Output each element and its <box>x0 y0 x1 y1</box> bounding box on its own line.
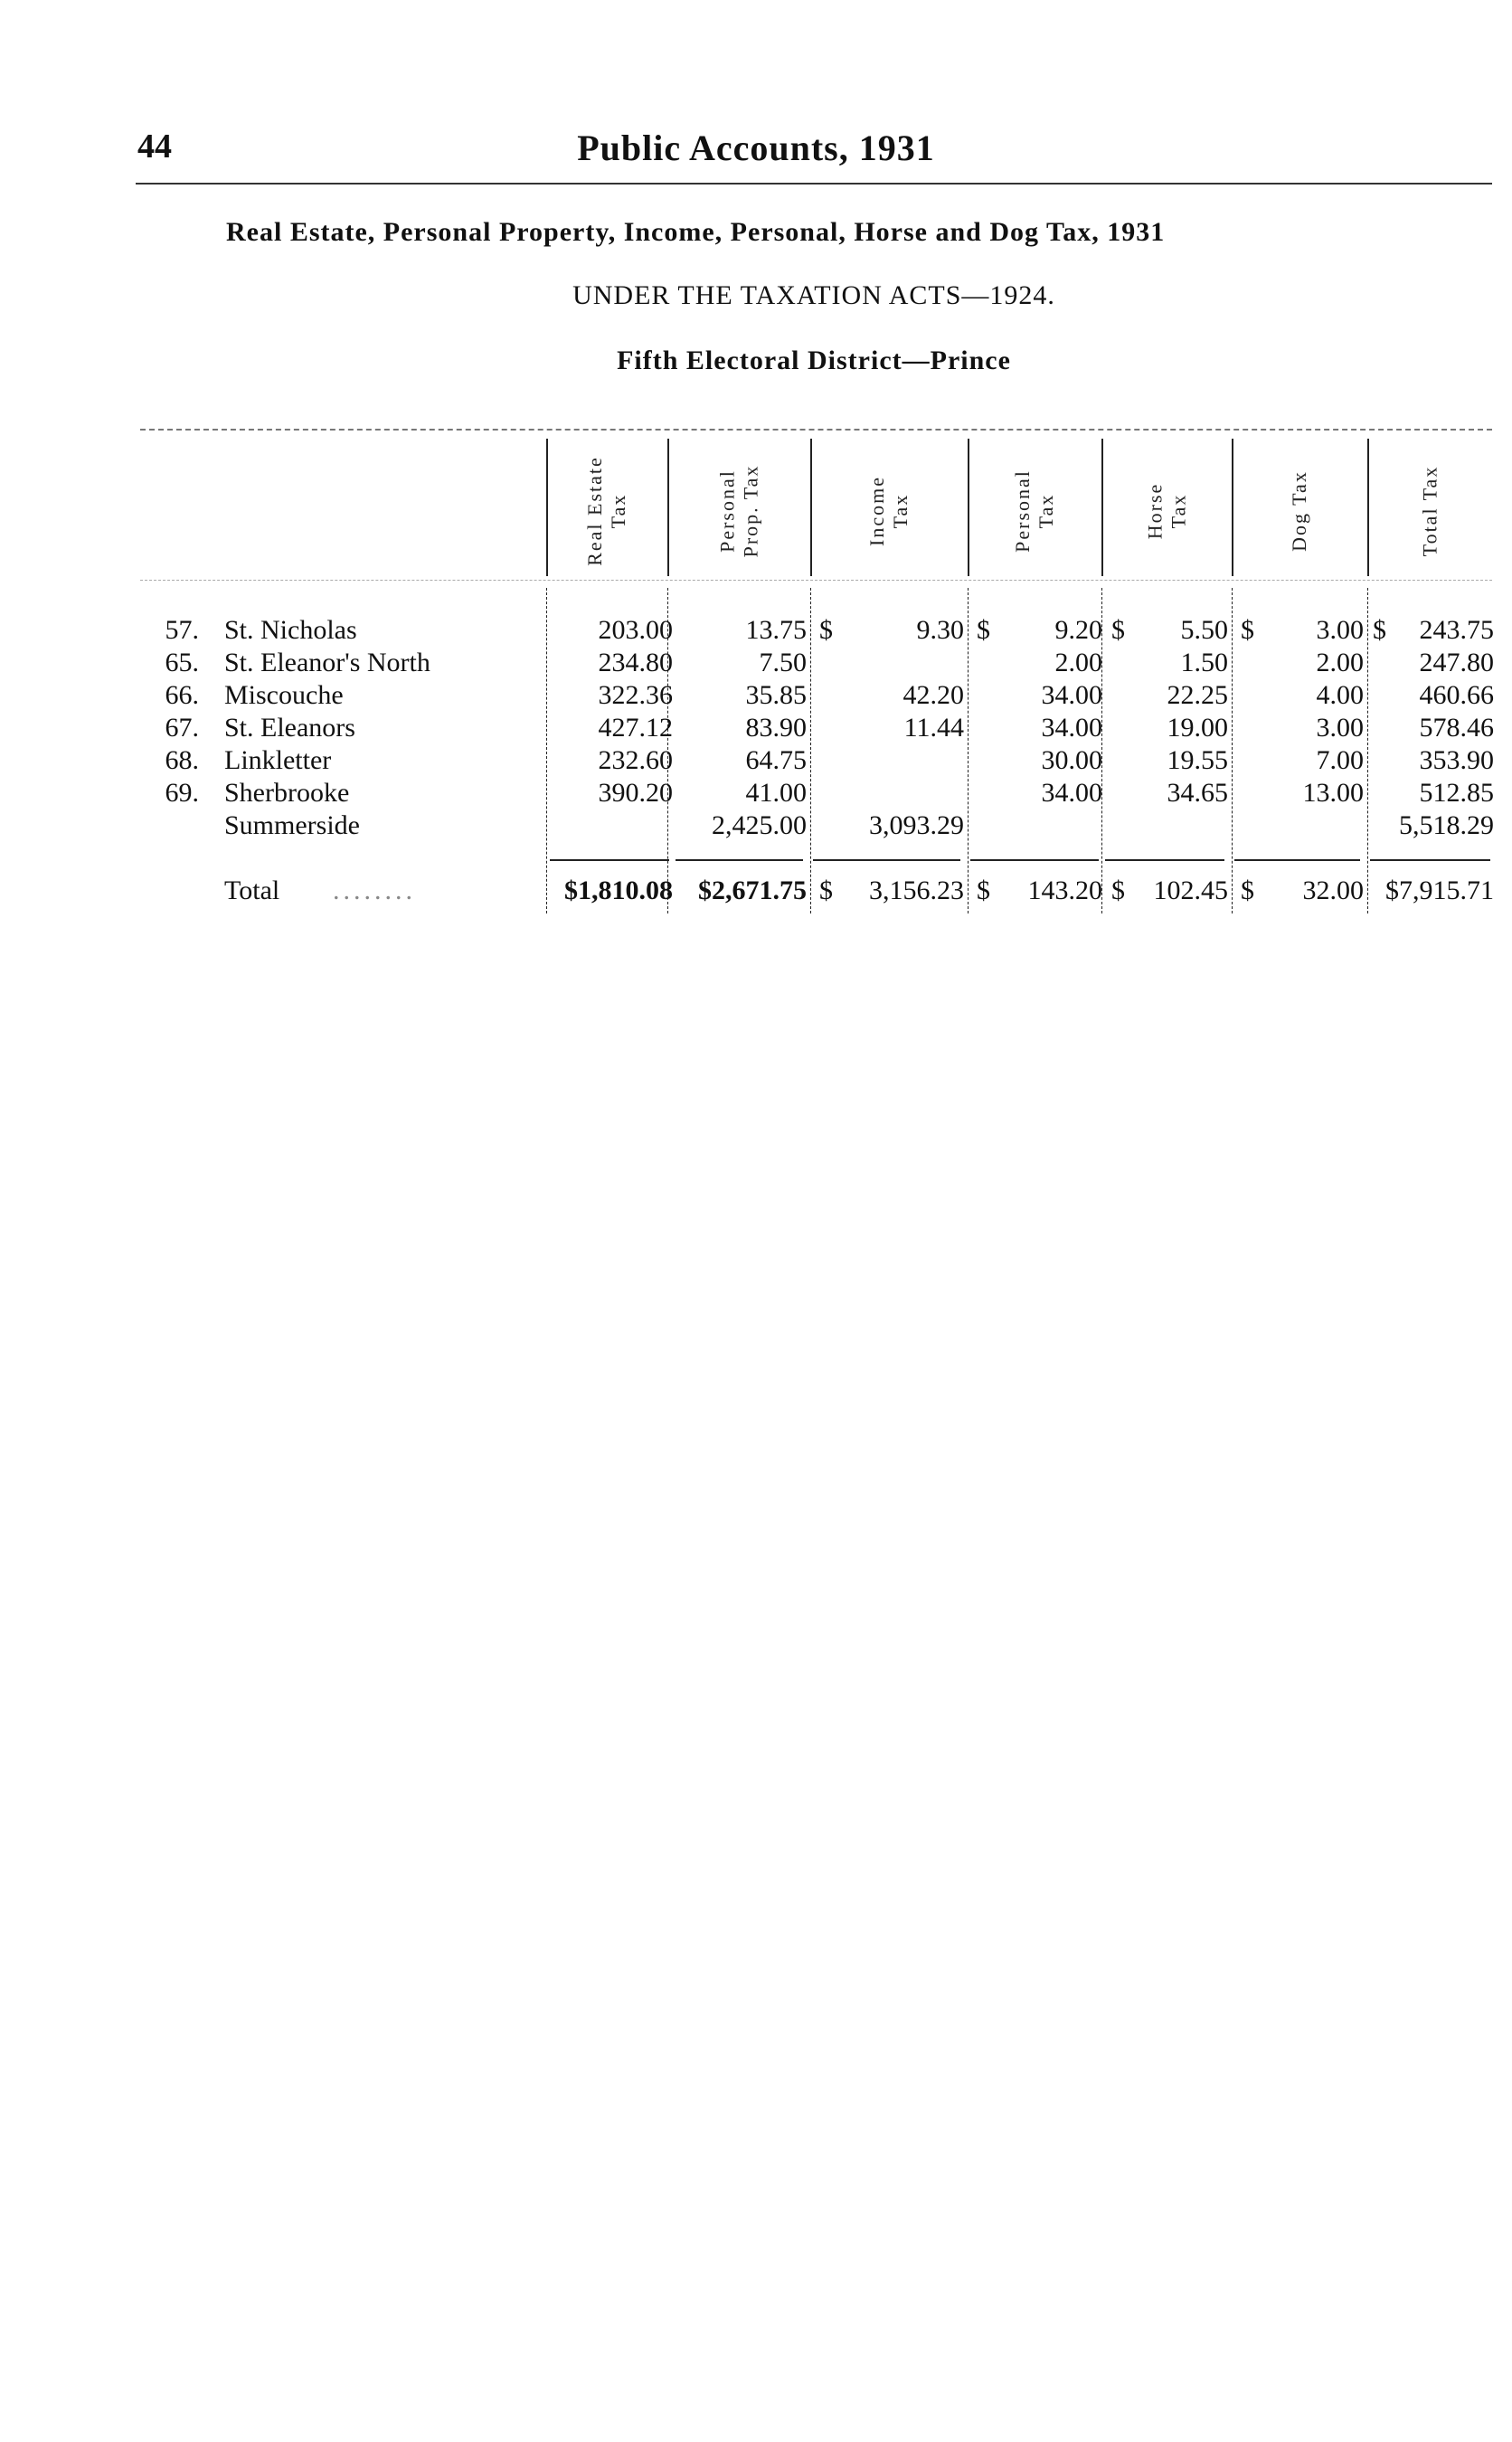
cell-real-estate: 203.00 <box>598 615 673 645</box>
cell-dog: 2.00 <box>1316 648 1364 677</box>
column-header-personal <box>968 443 1101 579</box>
currency-symbol: $ <box>1241 876 1254 905</box>
column-header-real-estate <box>546 443 667 579</box>
cell-income: 9.30 <box>916 615 964 645</box>
currency-symbol: $ <box>819 876 833 905</box>
district-name: St. Nicholas <box>224 615 357 645</box>
cell-income: 42.20 <box>902 680 964 710</box>
column-header-label: Real Estate Tax <box>582 456 629 566</box>
cell-horse: 34.65 <box>1167 778 1228 808</box>
currency-symbol: $ <box>819 615 833 645</box>
cell-personal-prop: 41.00 <box>745 778 807 808</box>
district-name: Miscouche <box>224 680 344 710</box>
cell-personal: 2.00 <box>1054 648 1102 677</box>
cell-personal-prop: 83.90 <box>745 713 807 743</box>
total-dog: 32.00 <box>1302 876 1364 905</box>
column-header-horse <box>1101 443 1232 579</box>
cell-dog: 3.00 <box>1316 615 1364 645</box>
table-row <box>0 680 1512 713</box>
header-rule <box>136 183 1492 185</box>
page-title: Public Accounts, 1931 <box>577 128 935 168</box>
total-personal: 143.20 <box>1027 876 1102 905</box>
cell-horse: 5.50 <box>1180 615 1228 645</box>
totals-leader-dots: ........ <box>333 876 416 905</box>
cell-income: 3,093.29 <box>869 810 964 840</box>
cell-horse: 1.50 <box>1180 648 1228 677</box>
cell-total: 247.80 <box>1419 648 1494 677</box>
cell-total: 353.90 <box>1419 745 1494 775</box>
column-header-label: Personal Prop. Tax <box>715 464 761 558</box>
total-real-estate: $1,810.08 <box>564 876 673 905</box>
total-horse: 102.45 <box>1153 876 1228 905</box>
table-title: Real Estate, Personal Property, Income, Personal, Horse and Dog Tax, 1931 <box>226 217 1166 247</box>
row-number: 57. <box>165 615 199 645</box>
totals-row <box>0 876 1512 908</box>
cell-real-estate: 234.80 <box>598 648 673 677</box>
table-row <box>0 615 1512 648</box>
total-rule <box>676 859 803 861</box>
cell-real-estate: 427.12 <box>598 713 673 743</box>
cell-total: 578.46 <box>1419 713 1494 743</box>
table-subtitle: UNDER THE TAXATION ACTS—1924. <box>572 280 1055 310</box>
cell-real-estate: 232.60 <box>598 745 673 775</box>
cell-total: 512.85 <box>1419 778 1494 808</box>
total-rule <box>970 859 1099 861</box>
district-name: Sherbrooke <box>224 778 350 808</box>
cell-horse: 19.55 <box>1167 745 1228 775</box>
cell-personal-prop: 13.75 <box>745 615 807 645</box>
currency-symbol: $ <box>1241 615 1254 645</box>
table-row <box>0 648 1512 680</box>
cell-personal-prop: 35.85 <box>745 680 807 710</box>
column-header-label: Personal Tax <box>1010 469 1057 553</box>
total-total: $7,915.71 <box>1385 876 1494 905</box>
cell-total: 243.75 <box>1419 615 1494 645</box>
totals-label: Total <box>224 876 280 905</box>
column-header-label: Income Tax <box>865 476 912 546</box>
row-number: 69. <box>165 778 199 808</box>
currency-symbol: $ <box>977 876 990 905</box>
cell-personal-prop: 2,425.00 <box>712 810 807 840</box>
table-row <box>0 745 1512 778</box>
row-number: 67. <box>165 713 199 743</box>
cell-horse: 22.25 <box>1167 680 1228 710</box>
currency-symbol: $ <box>1111 876 1125 905</box>
column-header-income <box>810 443 968 579</box>
cell-total: 460.66 <box>1419 680 1494 710</box>
table-top-rule <box>140 429 1492 431</box>
cell-dog: 3.00 <box>1316 713 1364 743</box>
total-rule <box>1370 859 1490 861</box>
cell-horse: 19.00 <box>1167 713 1228 743</box>
cell-personal-prop: 64.75 <box>745 745 807 775</box>
column-header-dog <box>1232 443 1367 579</box>
row-number: 66. <box>165 680 199 710</box>
row-number: 68. <box>165 745 199 775</box>
district-name: St. Eleanor's North <box>224 648 430 677</box>
cell-personal: 30.00 <box>1041 745 1102 775</box>
cell-real-estate: 390.20 <box>598 778 673 808</box>
table-row <box>0 713 1512 745</box>
row-number: 65. <box>165 648 199 677</box>
column-header-personal-prop <box>667 443 810 579</box>
column-header-label: Dog Tax <box>1287 470 1310 552</box>
cell-real-estate: 322.36 <box>598 680 673 710</box>
header-bottom-rule <box>140 580 1492 581</box>
table-row <box>0 778 1512 810</box>
district-name: Summerside <box>224 810 360 840</box>
cell-personal: 34.00 <box>1041 713 1102 743</box>
total-rule <box>1234 859 1360 861</box>
table-row <box>0 810 1512 843</box>
cell-income: 11.44 <box>903 713 964 743</box>
column-header-label: Horse Tax <box>1142 482 1189 540</box>
cell-total: 5,518.29 <box>1399 810 1494 840</box>
column-header-label: Total Tax <box>1417 465 1441 557</box>
currency-symbol: $ <box>1111 615 1125 645</box>
district-heading: Fifth Electoral District—Prince <box>617 345 1011 375</box>
cell-dog: 13.00 <box>1302 778 1364 808</box>
total-income: 3,156.23 <box>869 876 964 905</box>
currency-symbol: $ <box>1373 615 1386 645</box>
total-rule <box>550 859 669 861</box>
district-name: St. Eleanors <box>224 713 355 743</box>
total-rule <box>1105 859 1224 861</box>
total-rule <box>813 859 960 861</box>
page-number: 44 <box>137 128 172 166</box>
cell-dog: 4.00 <box>1316 680 1364 710</box>
total-personal-prop: $2,671.75 <box>698 876 807 905</box>
column-header-total <box>1367 443 1492 579</box>
cell-personal: 34.00 <box>1041 778 1102 808</box>
cell-personal-prop: 7.50 <box>759 648 807 677</box>
cell-personal: 9.20 <box>1054 615 1102 645</box>
district-name: Linkletter <box>224 745 332 775</box>
currency-symbol: $ <box>977 615 990 645</box>
cell-dog: 7.00 <box>1316 745 1364 775</box>
cell-personal: 34.00 <box>1041 680 1102 710</box>
